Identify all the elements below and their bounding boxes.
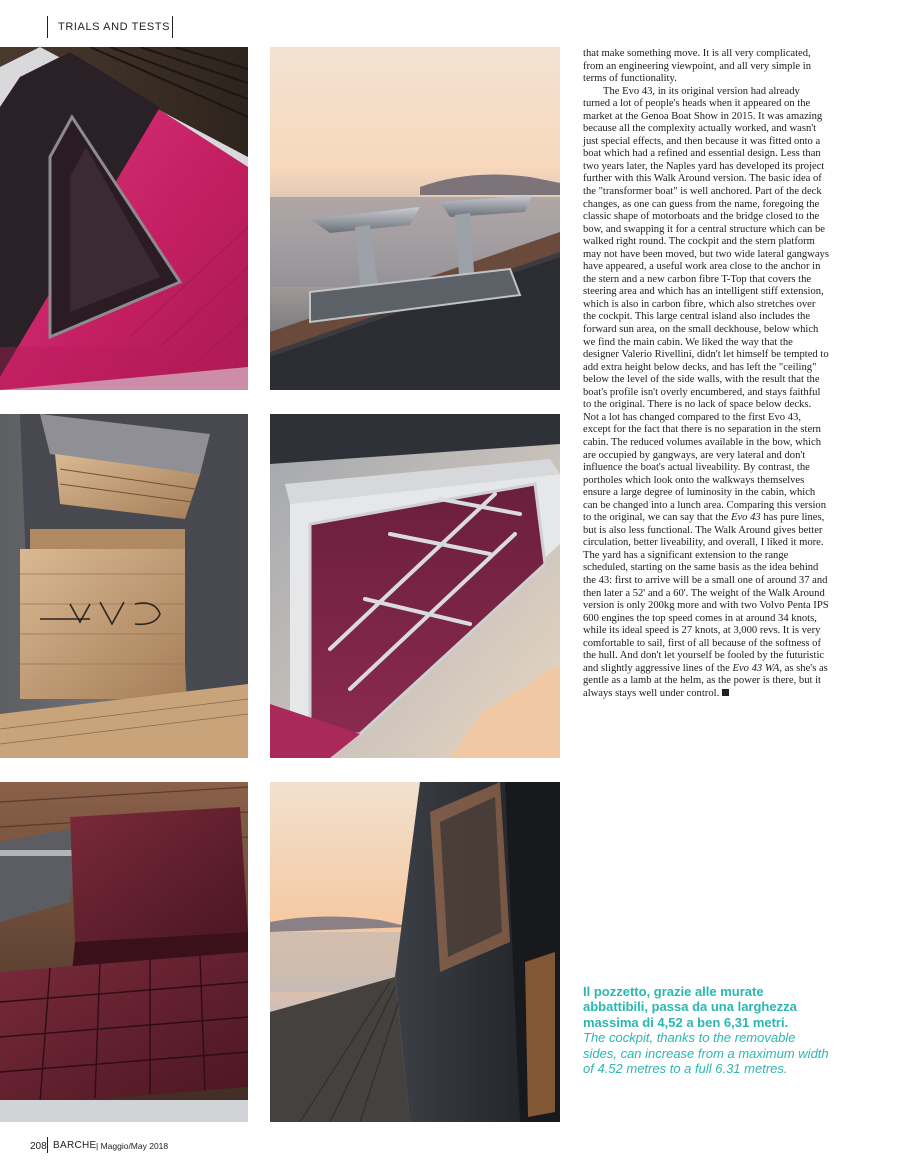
photo-caption	[583, 984, 831, 1076]
article-text: has pure lines, but is also less functional. The Walk Around gives better circulation, better liveability, and overall, I liked it more. The yard has a significant extension to the range scheduled, starting on the same basis as the idea behind the 43: first to arrive will be a small one of around 37 and then later a 52' and a 60'. The weight of the Walk Around version is only 200kg more and with two Volvo Penta IPS 600 engines the top speed comes in at around 34 knots, while its ideal speed is 27 knots, at 3,000 revs. It is very comfortable to sail, first of all because of the softness of the hull. And don't let yourself be fooled by the futuristic and slightly aggressive lines of the	[583, 512, 829, 674]
photo-chrome-cleat	[270, 47, 560, 390]
issue-date: | Maggio/May 2018	[96, 1141, 169, 1151]
footer-divider	[47, 1137, 48, 1153]
end-of-article-mark	[722, 689, 729, 696]
model-name: Evo 43 WA	[732, 662, 780, 674]
caption-italian: Il pozzetto, grazie alle murate abbattibili, passa da una larghezza massima di 4,52 a ben 6,31 metri.	[583, 984, 797, 1030]
header-divider-right	[172, 16, 173, 38]
photo-burgundy-locker-grid	[270, 414, 560, 758]
photo-teak-steps-evo-logo	[0, 414, 248, 758]
article-paragraph	[583, 86, 829, 701]
article-text: The Evo 43, in its original version had already turned a lot of people's heads when it appeared on the market at the Genoa Boat Show in 2015. It was amazing because all the complexity actually worked, and wasn't just special effects, and then because it was fitted onto a boat which had a refined and essential design. Less than two years later, the Naples yard has developed its project further with this Walk Around version. The basic idea of the "transformer boat" is well anchored. Part of the deck changes, as one can guess from the name, foregoing the classic shape of motorboats and the bridge closed to the bow, and swapping it for a central structure which can be walked right round. The cockpit and the stern platform may not have been moved, but two wide lateral gangways have appeared, a useful work area close to the anchor in the stern and a new carbon fibre T-Top that covers the steering area and which has an intelligent stiff extension, which is also in carbon fibre, which also stretches over the cockpit. This large central island also includes the forward sun area, on the small deckhouse, below which we find the main cabin. We liked the way that the designer Valerio Rivellini, didn't let himself be tempted to add extra height below decks, and has left the "ceiling" below the level of the side walls, with the result that the boat's profile isn't overly encumbered, and stays faithful to the original. There is no lack of space below decks. Not a lot has changed compared to the first Evo 43, except for the fact that there is no separation in the stern cabin. The reduced volumes available in the bow, which are occupied by gangways, are very lateral and don't influence the boat's actual liveability. By contrast, the portholes which look onto the walkways themselves ensure a large degree of luminosity in the cabin, which can be changed into a lunch area. Comparing this version to the original, we can say that the	[583, 85, 829, 524]
article-text: , as she's as gentle as a lamb at the helm, as the power is there, but it always stays well under control.	[583, 662, 828, 699]
magazine-logo: BARCHE	[53, 1140, 97, 1151]
page-number: 208	[30, 1141, 47, 1152]
photo-burgundy-seat	[0, 782, 248, 1122]
section-label: TRIALS AND TESTS	[58, 21, 171, 33]
article-paragraph: that make something move. It is all very complicated, from an engineering viewpoint, and all very simple in terms of functionality.	[583, 48, 811, 85]
header-divider-left	[47, 16, 48, 38]
model-name: Evo 43	[730, 512, 761, 524]
article-body	[583, 48, 829, 700]
page-footer	[0, 1137, 906, 1155]
photo-pink-upholstery	[0, 47, 248, 390]
running-header	[0, 14, 906, 40]
caption-english: The cockpit, thanks to the removable sides, can increase from a maximum width of 4.52 metres to a full 6.31 metres.	[583, 1030, 829, 1077]
photo-side-gangway-sunset	[270, 782, 560, 1122]
